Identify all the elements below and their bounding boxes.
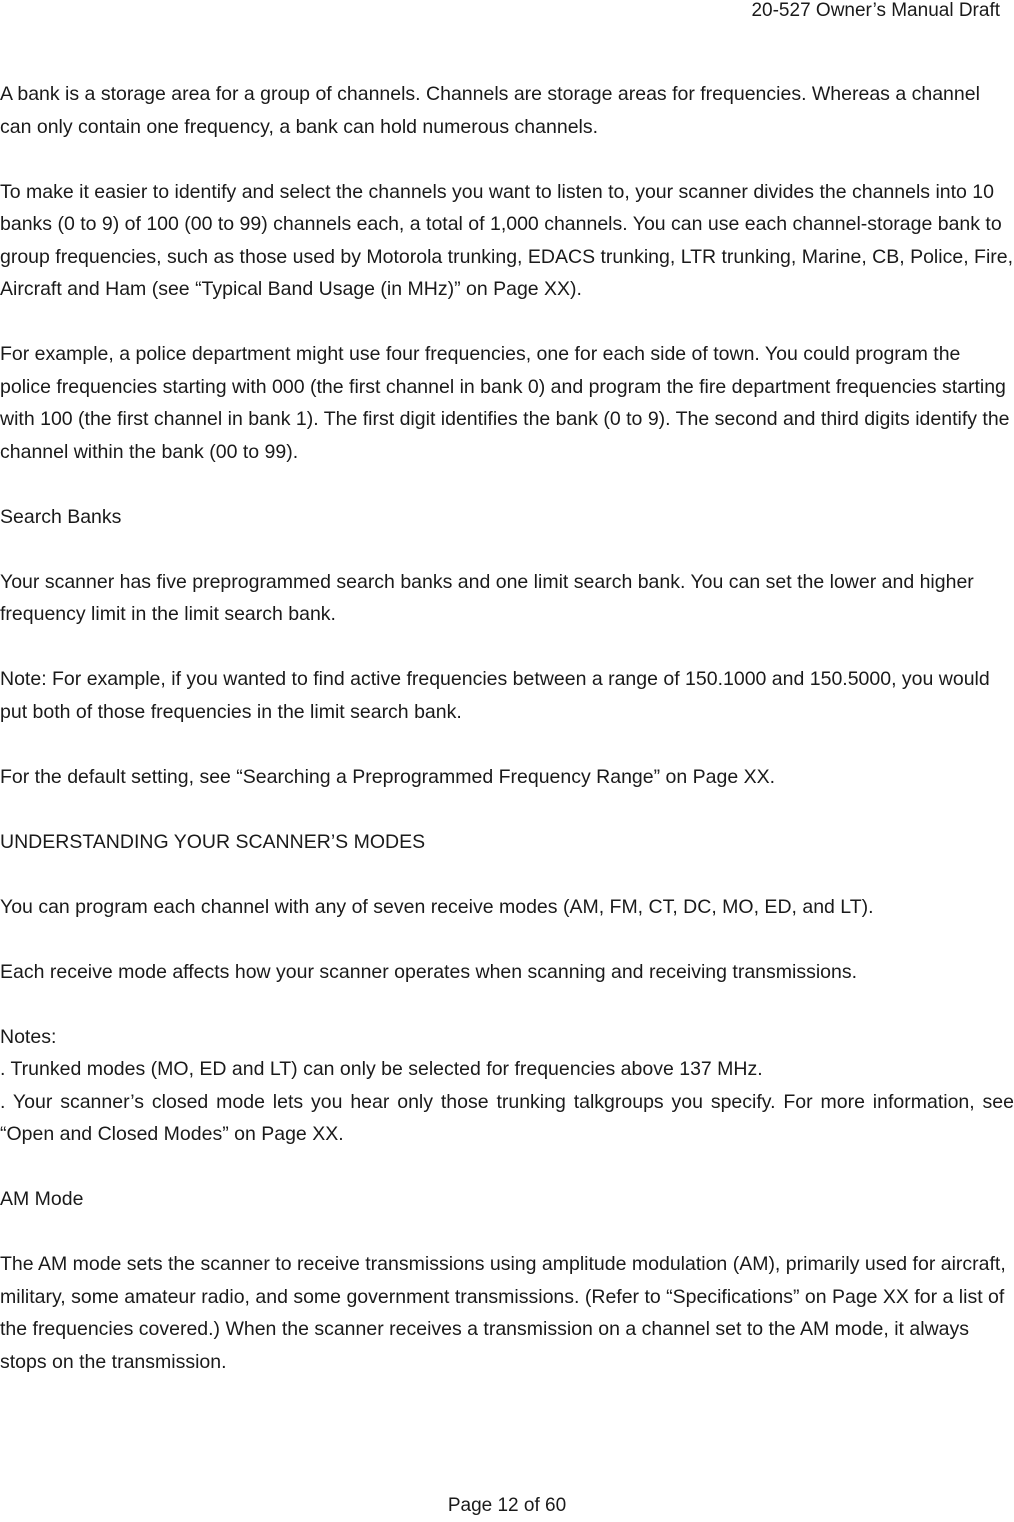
document-header: 20-527 Owner’s Manual Draft <box>751 0 1000 21</box>
document-body <box>0 78 1014 1378</box>
heading-scanner-modes: UNDERSTANDING YOUR SCANNER’S MODES <box>0 830 426 853</box>
paragraph-bank-example: For example, a police department might use four frequencies, one for each side of town. You could program the police frequencies starting with 000 (the first channel in bank 0) and program the fire department frequencies starting with 100 (the first channel in bank 1). The first digit identifies the bank (0 to 9). The second and third digits identify the channel within the bank (00 to 99). <box>0 343 1010 463</box>
paragraph-receive-modes: You can program each channel with any of seven receive modes (AM, FM, CT, DC, MO, ED, and LT). <box>0 895 874 918</box>
paragraph-bank-organization: To make it easier to identify and select the channels you want to listen to, your scanner divides the channels into 10 banks (0 to 9) of 100 (00 to 99) channels each, a total of 1,000 channels. You can use each channel-storage bank to group frequencies, such as those used by Motorola trunking, EDACS trunking, LTR trunking, Marine, CB, Police, Fire, Aircraft and Ham (see “Typical Band Usage (in MHz)” on Page XX). <box>0 180 1014 300</box>
page-number: Page 12 of 60 <box>447 1495 567 1516</box>
notes-label: Notes: <box>0 1025 57 1048</box>
note-trunked-modes: . Trunked modes (MO, ED and LT) can only be selected for frequencies above 137 MHz. <box>0 1058 763 1080</box>
note-closed-mode: . Your scanner’s closed mode lets you hear only those trunking talkgroups you specify. For more information, see “Open and Closed Modes” on Page XX. <box>0 1090 1014 1145</box>
paragraph-am-mode: The AM mode sets the scanner to receive transmissions using amplitude modulation (AM), primarily used for aircraft, military, some amateur radio, and some government transmissions. (Refer to “Specifications” on Page XX for a list of the frequencies covered.) When the scanner receives a transmission on a channel set to the AM mode, it always stops on the transmission. <box>0 1253 1006 1373</box>
paragraph-search-note: Note: For example, if you wanted to find active frequencies between a range of 150.1000 and 150.5000, you would put both of those frequencies in the limit search bank. <box>0 668 990 723</box>
paragraph-default-setting: For the default setting, see “Searching a Preprogrammed Frequency Range” on Page XX. <box>0 765 776 788</box>
paragraph-search-banks: Your scanner has five preprogrammed search banks and one limit search bank. You can set the lower and higher frequency limit in the limit search bank. <box>0 570 974 625</box>
paragraph-bank-definition: A bank is a storage area for a group of channels. Channels are storage areas for frequencies. Whereas a channel can only contain one frequency, a bank can hold numerous channels. <box>0 83 980 138</box>
heading-search-banks: Search Banks <box>0 505 122 528</box>
heading-am-mode: AM Mode <box>0 1188 84 1210</box>
paragraph-mode-effect: Each receive mode affects how your scanner operates when scanning and receiving transmissions. <box>0 960 858 983</box>
